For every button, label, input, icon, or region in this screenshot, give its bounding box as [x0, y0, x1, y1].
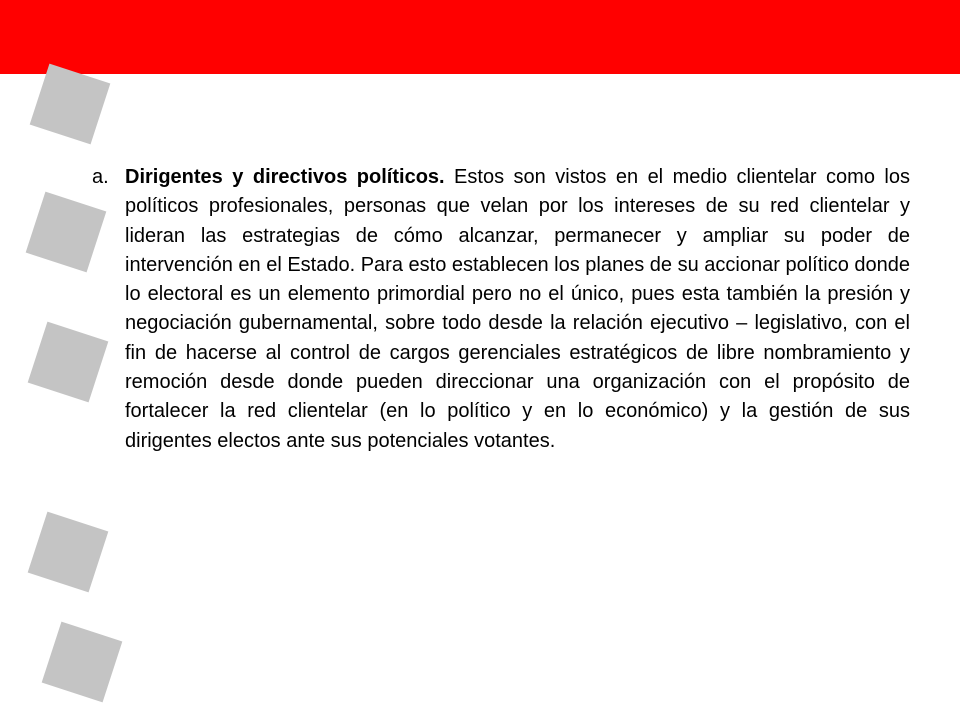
- list-item-text: [125, 163, 910, 456]
- list-marker: a.: [92, 166, 109, 188]
- list-item: [92, 163, 910, 456]
- slide-content: [92, 163, 910, 456]
- top-banner: [0, 0, 960, 74]
- list-item-heading: Dirigentes y directivos políticos.: [125, 166, 445, 188]
- gray-diamond-icon: [30, 64, 111, 145]
- gray-diamond-icon: [42, 622, 123, 703]
- gray-diamond-icon: [28, 512, 109, 593]
- list-item-body: Estos son vistos en el medio clientelar como los políticos profesionales, personas que velan por los intereses de su red clientelar y lideran las estrategias de cómo alcanzar, permanecer y ampliar su poder de intervención en el Estado. Para esto establecen los planes de su accionar político donde lo electoral es un elemento primordial pero no el único, pues esta también la presión y negociación gubernamental, sobre todo desde la relación ejecutivo – legislativo, con el fin de hacerse al control de cargos gerenciales estratégicos de libre nombramiento y remoción desde donde pueden direccionar una organización con el propósito de fortalecer la red clientelar (en lo político y en lo económico) y la gestión de sus dirigentes electos ante sus potenciales votantes.: [125, 166, 910, 452]
